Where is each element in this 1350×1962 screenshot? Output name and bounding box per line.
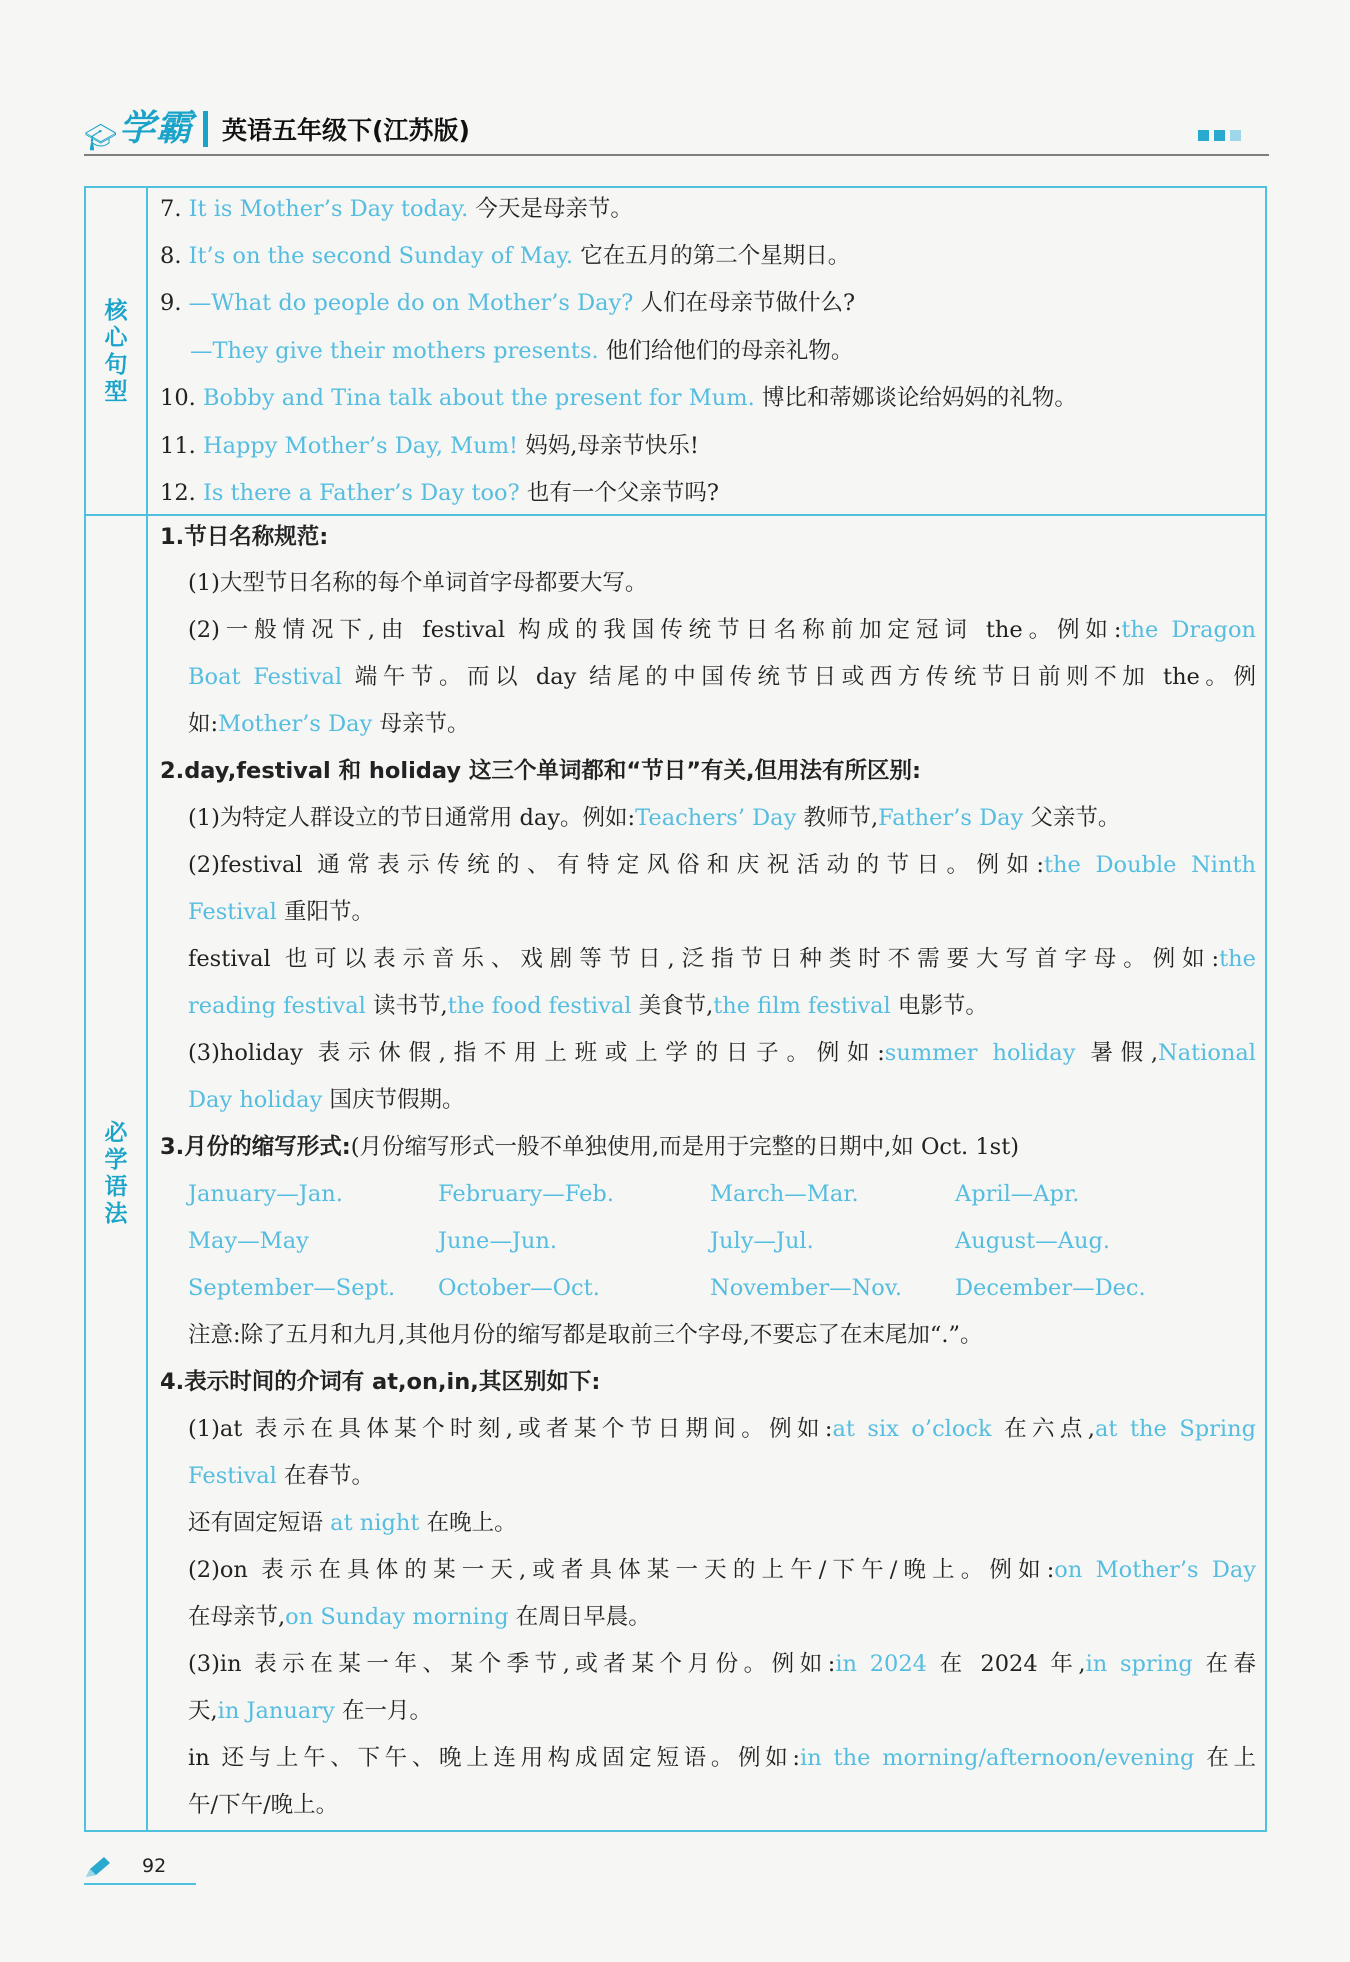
page-number: 92 (142, 1855, 167, 1877)
grammar-point-2-title: 2.day,festival 和 holiday 这三个单词都和“节日”有关,但用法有所区别: (160, 758, 922, 784)
month-item: December—Dec. (955, 1275, 1146, 1301)
header-rule (84, 154, 1269, 156)
grammar-1-rule-2-line-3: 如:Mother’s Day 母亲节。 (188, 711, 470, 737)
core-sentence-7: 7. It is Mother’s Day today. 今天是母亲节。 (160, 196, 633, 222)
month-item: July—Jul. (710, 1228, 814, 1254)
grammar-1-rule-2-line-2: Boat Festival 端午节。而以 day 结尾的中国传统节日或西方传统节日前则不加 the。例 (188, 664, 1256, 690)
footer-rule (84, 1883, 196, 1885)
month-item: September—Sept. (188, 1275, 396, 1301)
grammar-4-rule-1-line-2: Festival 在春节。 (188, 1463, 374, 1489)
core-sentence-9-answer: —They give their mothers presents. 他们给他们的母亲礼物。 (190, 338, 854, 364)
section-label-core-sentences: 核 心 句 型 (104, 298, 128, 405)
grammar-2-rule-2-line-2: Festival 重阳节。 (188, 899, 374, 925)
month-item: August—Aug. (955, 1228, 1111, 1254)
grammar-4-rule-3-line-1: (3)in 表示在某一年、某个季节,或者某个月份。例如:in 2024 在 2024 年,in spring 在春 (188, 1651, 1257, 1677)
core-sentence-9-question: 9. —What do people do on Mother’s Day? 人们在母亲节做什么? (160, 290, 856, 316)
core-sentence-10: 10. Bobby and Tina talk about the present for Mum. 博比和蒂娜谈论给妈妈的礼物。 (160, 385, 1077, 411)
month-item: October—Oct. (438, 1275, 600, 1301)
book-title: 英语五年级下(江苏版) (222, 116, 470, 145)
grammar-3-note: 注意:除了五月和九月,其他月份的缩写都是取前三个字母,不要忘了在末尾加“.”。 (188, 1322, 983, 1348)
grammar-2-rule-1: (1)为特定人群设立的节日通常用 day。例如:Teachers’ Day 教师节,Father’s Day 父亲节。 (188, 805, 1121, 831)
page-header (84, 100, 1269, 158)
grammar-4-rule-4-line-1: in 还与上午、下午、晚上连用构成固定短语。例如:in the morning/afternoon/evening 在上 (188, 1745, 1256, 1771)
grammar-1-rule-2-line-1: (2)一般情况下,由 festival 构成的我国传统节日名称前加定冠词 the。例如:the Dragon (188, 617, 1256, 643)
grammar-point-1-title: 1.节日名称规范: (160, 524, 329, 550)
month-item: February—Feb. (438, 1181, 614, 1207)
grammar-point-4-title: 4.表示时间的介词有 at,on,in,其区别如下: (160, 1369, 601, 1395)
month-item: January—Jan. (188, 1181, 343, 1207)
grammar-4-rule-1-line-3: 还有固定短语 at night 在晚上。 (188, 1510, 517, 1536)
month-item: May—May (188, 1228, 309, 1254)
logo-text: 学霸 (119, 108, 194, 149)
grammar-4-rule-2-line-2: 在母亲节,on Sunday morning 在周日早晨。 (188, 1604, 651, 1630)
month-item: June—Jun. (438, 1228, 557, 1254)
grammar-4-rule-3-line-2: 天,in January 在一月。 (188, 1698, 432, 1724)
grammar-2-rule-2-line-1: (2)festival 通常表示传统的、有特定风俗和庆祝活动的节日。例如:the Double Ninth (188, 852, 1256, 878)
grammar-point-3-title: 3.月份的缩写形式:(月份缩写形式一般不单独使用,而是用于完整的日期中,如 Oct. 1st) (160, 1134, 1020, 1160)
grammar-2-rule-4-line-2: Day holiday 国庆节假期。 (188, 1087, 465, 1113)
page-footer (84, 1855, 194, 1885)
grammar-4-rule-1-line-1: (1)at 表示在具体某个时刻,或者某个节日期间。例如:at six o’clock 在六点,at the Spring (188, 1416, 1256, 1442)
brand-logo (84, 100, 470, 151)
section-label-grammar: 必 学 语 法 (104, 1120, 128, 1227)
header-decoration (1198, 130, 1241, 141)
month-item: March—Mar. (710, 1181, 859, 1207)
core-sentence-8: 8. It’s on the second Sunday of May. 它在五月的第二个星期日。 (160, 243, 851, 269)
grammar-2-rule-4-line-1: (3)holiday 表示休假,指不用上班或上学的日子。例如:summer holiday 暑假,National (188, 1040, 1257, 1066)
logo-divider (203, 111, 208, 147)
month-item: April—Apr. (955, 1181, 1080, 1207)
grammar-2-rule-3-line-2: reading festival 读书节,the food festival 美食节,the film festival 电影节。 (188, 993, 988, 1019)
month-item: November—Nov. (710, 1275, 902, 1301)
section-divider (86, 514, 1265, 516)
core-sentence-11: 11. Happy Mother’s Day, Mum! 妈妈,母亲节快乐! (160, 433, 699, 459)
grammar-4-rule-2-line-1: (2)on 表示在具体的某一天,或者具体某一天的上午/下午/晚上。例如:on Mother’s Day (188, 1557, 1256, 1583)
grammar-1-rule-1: (1)大型节日名称的每个单词首字母都要大写。 (188, 570, 648, 596)
graduation-cap-icon: 🎓︎ (84, 123, 118, 153)
grammar-2-rule-3-line-1: festival 也可以表示音乐、戏剧等节日,泛指节日种类时不需要大写首字母。例如:the (188, 946, 1256, 972)
grammar-4-rule-4-line-2: 午/下午/晚上。 (188, 1792, 339, 1818)
pencil-icon (84, 1855, 112, 1879)
core-sentence-12: 12. Is there a Father’s Day too? 也有一个父亲节吗? (160, 480, 719, 506)
